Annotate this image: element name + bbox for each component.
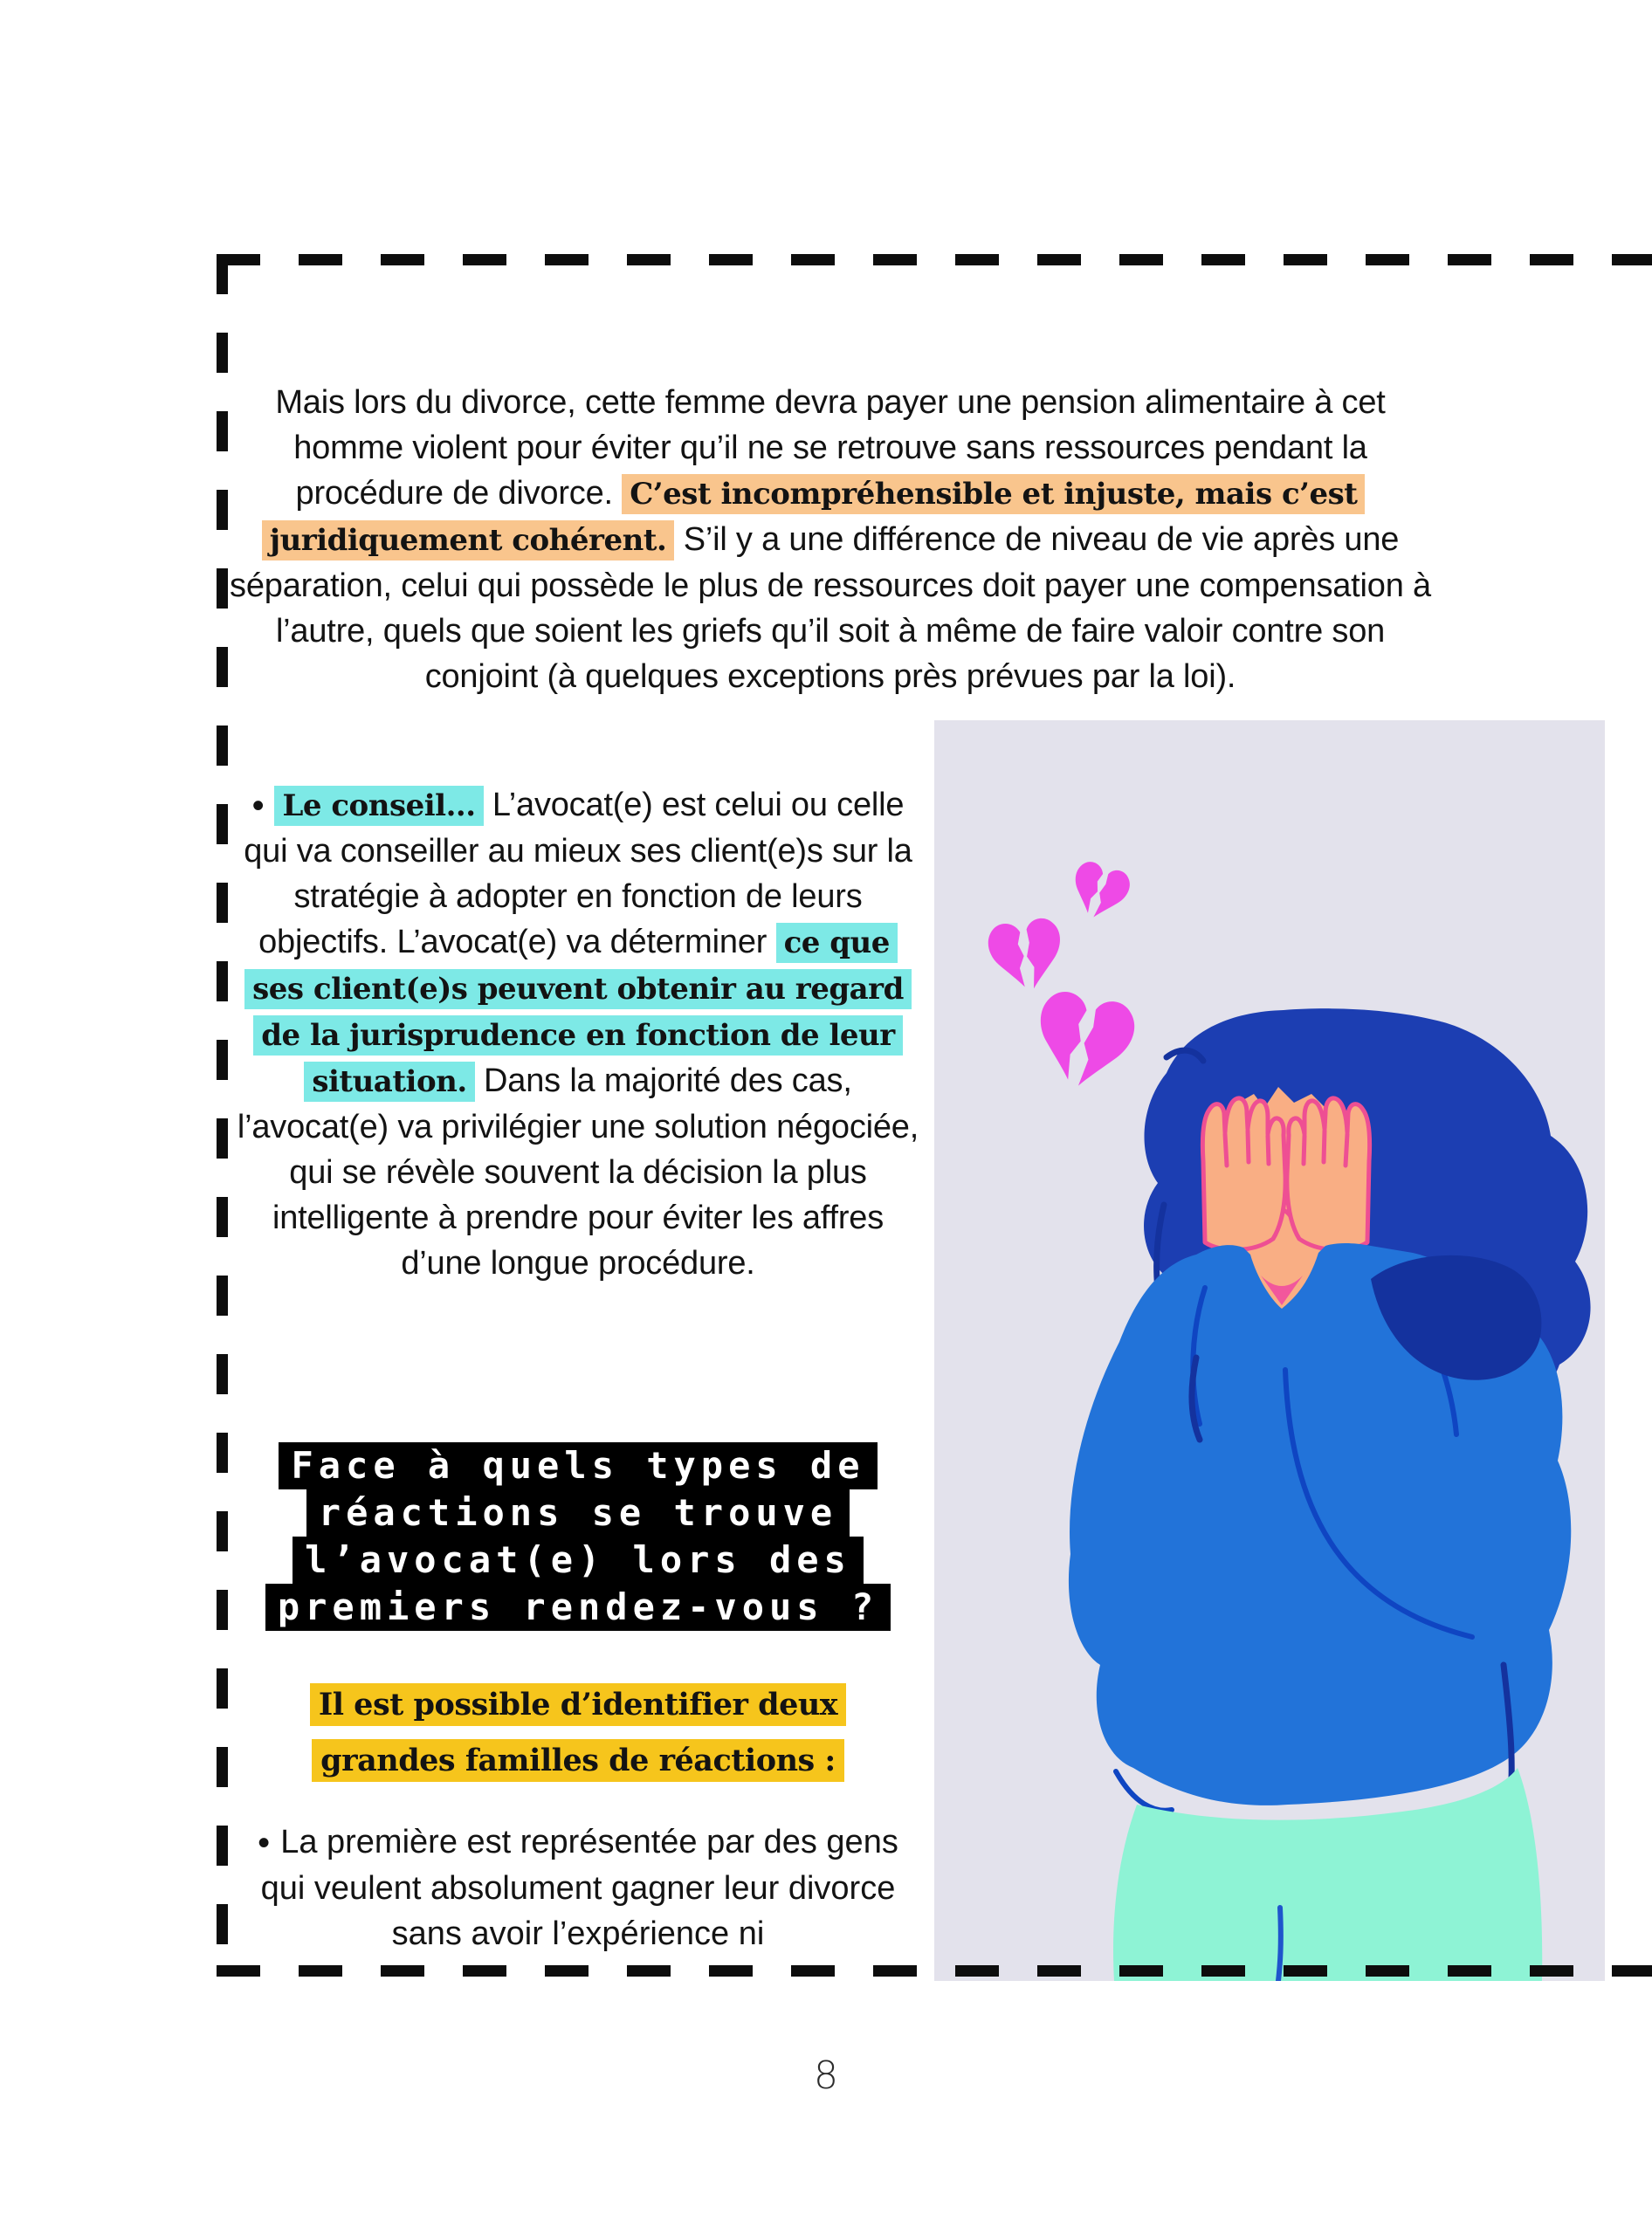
bullet-dot: • bbox=[251, 787, 265, 825]
question-heading-line bbox=[234, 1584, 922, 1631]
question-heading-line bbox=[234, 1489, 922, 1537]
families-heading bbox=[234, 1680, 922, 1791]
intro-text-post: S’il y a une différence de niveau de vie après une séparation, celui qui possède le plus de ressources doit payer une compensation à l’autre, quels que soient les griefs qu’il soit à même de faire valoir contre son conjoint (à quelques exceptions près prévues par la loi). bbox=[230, 521, 1431, 695]
dashed-border-bottom bbox=[217, 1965, 1652, 1977]
question-line-4: premiers rendez-vous ? bbox=[265, 1584, 891, 1631]
dashed-border-top bbox=[217, 254, 1652, 265]
conseil-paragraph bbox=[234, 782, 922, 1286]
families-highlight-1: Il est possible d’identifier deux bbox=[310, 1683, 846, 1726]
left-hand bbox=[1202, 1098, 1285, 1250]
page-number: 8 bbox=[814, 2053, 838, 2098]
dashed-border-left bbox=[217, 254, 228, 1977]
intro-text-pre: Mais lors du divorce, cette femme devra payer une pension alimentaire à cet homme violent pour éviter qu’il ne se retrouve sans ressources pendant la procédure de divorce. bbox=[275, 384, 1386, 512]
first-family-text: La première est représentée par des gens qui veulent absolument gagner leur divorce sans avoir l’expérience ni bbox=[260, 1824, 898, 1952]
bullet-dot: • bbox=[258, 1824, 271, 1862]
question-line-3: l’avocat(e) lors des bbox=[293, 1537, 864, 1584]
families-heading-line bbox=[234, 1680, 922, 1736]
person-covering-face bbox=[1069, 1008, 1591, 1981]
conseil-text-post: Dans la majorité des cas, l’avocat(e) va privilégier une solution négociée, qui se révèle souvent la décision la plus intelligente à prendre pour éviter les affres d’une longue procédure. bbox=[237, 1062, 919, 1282]
conseil-text-mid: L’avocat(e) est celui ou celle qui va conseiller au mieux ses client(e)s sur la stratégie à adopter en fonction de leurs objectifs. L’avocat(e) va déterminer bbox=[244, 787, 912, 960]
question-line-2: réactions se trouve bbox=[306, 1489, 850, 1537]
heartbreak-illustration-svg bbox=[934, 720, 1605, 1981]
families-heading-line bbox=[234, 1736, 922, 1791]
first-family-paragraph bbox=[234, 1819, 922, 1956]
intro-highlight-orange: C’est incompréhensible et injuste, mais c’est juridiquement cohérent. bbox=[262, 474, 1366, 560]
question-heading-line bbox=[234, 1537, 922, 1584]
conseil-highlight-lead: Le conseil... bbox=[274, 786, 483, 826]
question-heading-line bbox=[234, 1442, 922, 1489]
question-heading bbox=[234, 1442, 922, 1631]
families-highlight-2: grandes familles de réactions : bbox=[312, 1739, 844, 1782]
conseil-highlight-main: ce que ses client(e)s peuvent obtenir au regard de la jurisprudence en fonction de leur situation. bbox=[244, 923, 912, 1102]
question-line-1: Face à quels types de bbox=[279, 1442, 877, 1489]
intro-paragraph bbox=[223, 380, 1438, 699]
illustration-heartbreak bbox=[934, 720, 1605, 1981]
right-hand bbox=[1287, 1098, 1370, 1250]
